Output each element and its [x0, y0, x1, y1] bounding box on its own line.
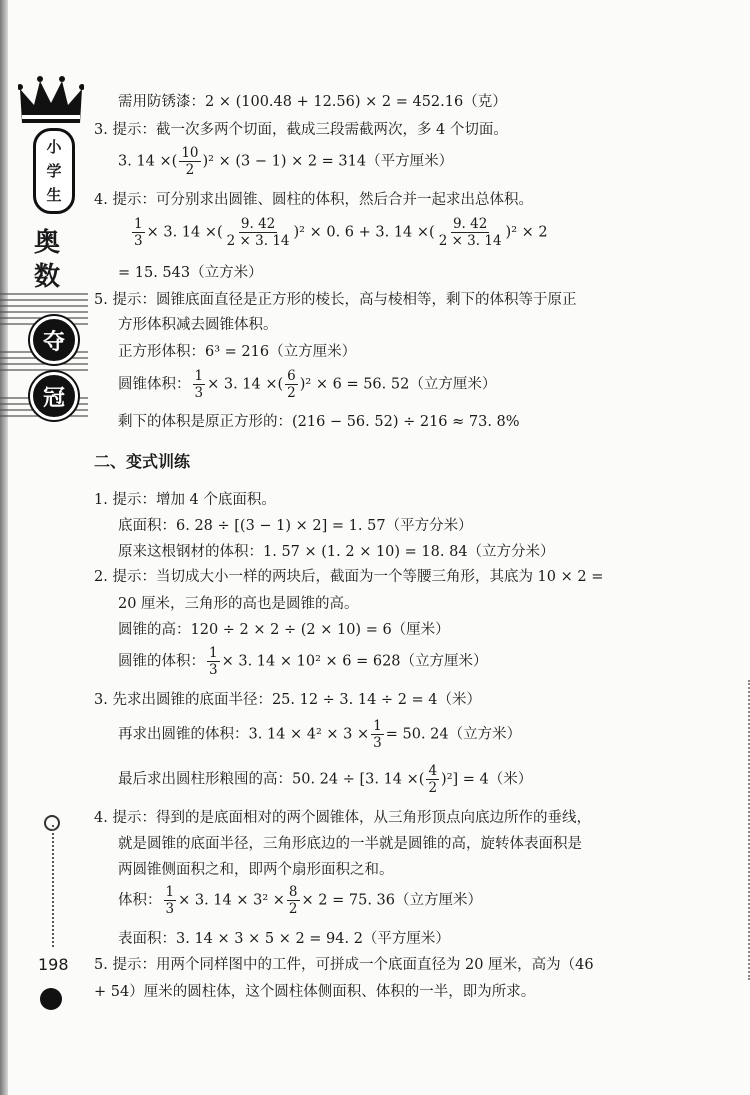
text-line: 4. 提示：得到的是底面相对的两个圆锥体，从三角形顶点向底边所作的垂线， — [94, 810, 591, 826]
text-line: 底面积：6. 28 ÷ [(3 − 1) × 2] = 1. 57（平方分米） — [118, 518, 473, 534]
fraction — [371, 718, 384, 751]
text-line: 5. 提示：用两个同样图中的工件，可拼成一个底面直径为 20 厘米，高为（46 — [94, 957, 594, 973]
formula-part: )²] = 4（米） — [441, 771, 533, 788]
formula-part: × 3. 14 × 10² × 6 = 628（立方厘米） — [221, 653, 488, 670]
text-line: 3. 先求出圆锥的底面半径：25. 12 ÷ 3. 14 ÷ 2 = 4（米） — [94, 692, 482, 708]
series-big-char: 奥 — [34, 228, 61, 258]
text-line: 20 厘米，三角形的高也是圆锥的高。 — [118, 596, 359, 612]
fraction — [285, 368, 298, 401]
numerator: 1 — [194, 368, 204, 384]
swirl-icon — [40, 988, 62, 1010]
numerator: 1 — [165, 884, 175, 900]
formula-part: 最后求出圆柱形粮囤的高：50. 24 ÷ [3. 14 ×( — [118, 771, 425, 788]
formula-part: )² × 6 = 56. 52（立方厘米） — [299, 376, 497, 393]
denominator: 3 — [134, 233, 143, 249]
right-edge-dots — [742, 680, 750, 980]
text-line: 两圆锥侧面积之和，即两个扇形面积之和。 — [118, 862, 394, 878]
formula-part: = 50. 24（立方米） — [385, 726, 522, 743]
formula-line — [118, 645, 488, 678]
text-line: 剩下的体积是原正方形的：(216 − 56. 52) ÷ 216 ≈ 73. 8% — [118, 414, 520, 430]
numerator: 10 — [181, 145, 199, 161]
formula-part: 圆锥体积： — [118, 376, 191, 393]
series-title-char: 生 — [46, 186, 62, 204]
denominator: 2 — [288, 901, 298, 917]
formula-part: × 3. 14 ×( — [207, 376, 284, 393]
text-line: = 15. 543（立方米） — [118, 265, 263, 281]
section-heading: 二、变式训练 — [94, 452, 191, 471]
text-line: 表面积：3. 14 × 3 × 5 × 2 = 94. 2（平方厘米） — [118, 931, 450, 947]
denominator: 2 × 3. 14 — [438, 233, 502, 249]
fraction — [132, 216, 145, 249]
formula-line — [118, 763, 532, 796]
text-line: 需用防锈漆：2 × (100.48 + 12.56) × 2 = 452.16（克） — [118, 94, 507, 110]
fraction — [193, 368, 206, 401]
text-line: 1. 提示：增加 4 个底面积。 — [94, 492, 276, 508]
formula-part: × 2 = 75. 36（立方厘米） — [301, 892, 482, 909]
series-title-badge — [33, 128, 75, 214]
denominator: 2 × 3. 14 — [226, 233, 290, 249]
crown-icon — [18, 75, 84, 127]
text-line: 4. 提示：可分别求出圆锥、圆柱的体积，然后合并一起求出总体积。 — [94, 192, 533, 208]
formula-part: 圆锥的体积： — [118, 653, 205, 670]
fraction — [164, 884, 177, 917]
formula-part: 再求出圆锥的体积：3. 14 × 4² × 3 × — [118, 726, 370, 743]
numerator: 9. 42 — [452, 216, 488, 232]
text-line: 正方形体积：6³ = 216（立方厘米） — [118, 344, 357, 360]
page-number: 198 — [38, 955, 69, 974]
text-line: 5. 提示：圆锥底面直径是正方形的棱长，高与棱相等，剩下的体积等于原正 — [94, 292, 577, 308]
series-title-char: 学 — [46, 162, 62, 180]
formula-line — [118, 718, 521, 751]
fraction — [179, 145, 200, 178]
fraction — [437, 216, 504, 249]
formula-part: )² × (3 − 1) × 2 = 314（平方厘米） — [202, 153, 454, 170]
text-line: 圆锥的高：120 ÷ 2 × 2 ÷ (2 × 10) = 6（厘米） — [118, 622, 450, 638]
formula-part: × 3. 14 ×( — [146, 224, 223, 241]
series-circle-char: 冠 — [30, 372, 78, 420]
numerator: 4 — [428, 763, 438, 779]
formula-part: )² × 0. 6 + 3. 14 ×( — [293, 224, 435, 241]
text-line: 3. 提示：截一次多两个切面，截成三段需截两次，多 4 个切面。 — [94, 122, 508, 138]
text-line: + 54）厘米的圆柱体，这个圆柱体侧面积、体积的一半，即为所求。 — [94, 984, 536, 1000]
formula-part: 3. 14 ×( — [118, 153, 178, 170]
dotted-divider — [52, 825, 56, 947]
numerator: 1 — [373, 718, 382, 734]
fraction — [225, 216, 292, 249]
denominator: 3 — [373, 735, 382, 751]
formula-line — [118, 368, 496, 401]
fraction — [426, 763, 439, 796]
formula-line — [130, 216, 548, 249]
denominator: 2 — [428, 780, 438, 796]
formula-part: )² × 2 — [505, 224, 548, 241]
text-line: 原来这根钢材的体积：1. 57 × (1. 2 × 10) = 18. 84（立方分米） — [118, 544, 555, 560]
fraction — [287, 884, 300, 917]
text-line: 2. 提示：当切成大小一样的两块后，截面为一个等腰三角形，其底为 10 × 2 = — [94, 569, 604, 585]
formula-line — [118, 145, 453, 178]
series-title-char: 小 — [46, 138, 62, 156]
denominator: 2 — [185, 162, 195, 178]
denominator: 3 — [194, 385, 204, 401]
fraction — [207, 645, 220, 678]
text-line: 方形体积减去圆锥体积。 — [118, 317, 278, 333]
formula-part: 体积： — [118, 892, 162, 909]
denominator: 3 — [165, 901, 175, 917]
formula-line — [118, 884, 482, 917]
numerator: 1 — [134, 216, 143, 232]
denominator: 3 — [209, 662, 218, 678]
side-decoration — [0, 0, 90, 1095]
page-edge-shadow — [0, 0, 8, 1095]
numerator: 6 — [287, 368, 296, 384]
numerator: 9. 42 — [240, 216, 276, 232]
denominator: 2 — [287, 385, 296, 401]
text-line: 就是圆锥的底面半径，三角形底边的一半就是圆锥的高，旋转体表面积是 — [118, 836, 582, 852]
formula-part: × 3. 14 × 3² × — [178, 892, 285, 909]
series-big-char: 数 — [34, 262, 61, 292]
series-circle-char: 夺 — [30, 316, 78, 364]
numerator: 1 — [209, 645, 218, 661]
numerator: 8 — [288, 884, 298, 900]
